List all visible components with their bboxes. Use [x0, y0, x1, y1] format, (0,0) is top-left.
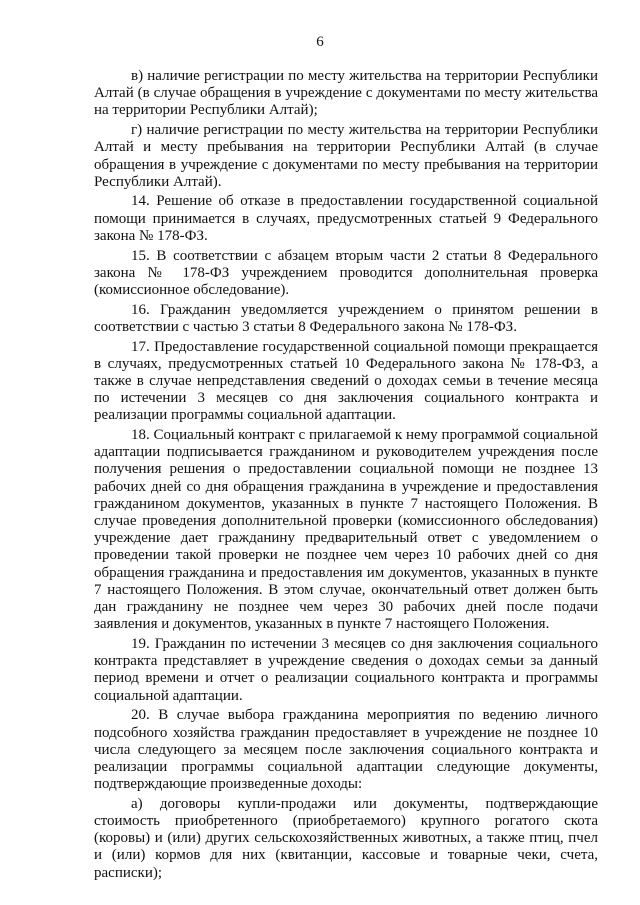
paragraph-g-registration-stay: г) наличие регистрации по месту жительства на территории Республики Алтай и месту пребывания на территории Республики Алтай (в случае обращения в учреждение с документами по месту пребывания на территории Республики Алтай). — [94, 122, 598, 190]
page-number: 6 — [316, 34, 324, 50]
paragraph-16-notification: 16. Гражданин уведомляется учреждением о принятом решении в соответствии с частью 3 статьи 8 Федерального закона № 178-ФЗ. — [94, 301, 598, 335]
paragraph-v-registration-residence: в) наличие регистрации по месту жительства на территории Республики Алтай (в случае обращения в учреждение с документами по месту жительства на территории Республики Алтай); — [94, 68, 598, 119]
document-body — [94, 68, 598, 884]
paragraph-19-income-report: 19. Гражданин по истечении 3 месяцев со дня заключения социального контракта представляет в учреждение сведения о доходах семьи за данный период времени и отчет о реализации социального контракта и программы социальной адаптации. — [94, 636, 598, 704]
paragraph-20-household-farming: 20. В случае выбора гражданина мероприятия по ведению личного подсобного хозяйства гражданин предоставляет в учреждение не позднее 10 числа следующего за месяцем после заключения социального контракта и реализации программы социальной адаптации следующие документы, подтверждающие произведенные доходы: — [94, 707, 598, 793]
paragraph-17-termination: 17. Предоставление государственной социальной помощи прекращается в случаях, предусмотренных статьей 10 Федерального закона № 178-ФЗ, а также в случае непредставления сведений о доходах семьи в течение месяца по истечении 3 месяцев со дня заключения социального контракта и реализации программы социальной адаптации. — [94, 338, 598, 424]
paragraph-a-purchase-contracts: а) договоры купли-продажи или документы, подтверждающие стоимость приобретенного (приобретаемого) крупного рогатого скота (коровы) и (или) других сельскохозяйственных животных, а также птиц, пчел и (или) кормов для них (квитанции, кассовые и товарные чеки, счета, расписки); — [94, 795, 598, 881]
paragraph-14-refusal: 14. Решение об отказе в предоставлении государственной социальной помощи принимается в случаях, предусмотренных статьей 9 Федерального закона № 178-ФЗ. — [94, 193, 598, 244]
paragraph-15-additional-check: 15. В соответствии с абзацем вторым части 2 статьи 8 Федерального закона № 178-ФЗ учреждением проводится дополнительная проверка (комиссионное обследование). — [94, 247, 598, 298]
paragraph-18-social-contract: 18. Социальный контракт с прилагаемой к нему программой социальной адаптации подписывается гражданином и руководителем учреждения после получения решения о предоставлении социальной помощи не позднее 13 рабочих дней со дня обращения гражданина в учреждение и предоставления гражданином документов, указанных в пункте 7 настоящего Положения. В случае проведения дополнительной проверки (комиссионного обследования) учреждение дает гражданину предварительный ответ с уведомлением о проведении такой проверки не позднее чем через 10 рабочих дней со дня обращения гражданина и предоставления им документов, указанных в пункте 7 настоящего Положения. В этом случае, окончательный ответ должен быть дан гражданину не позднее чем через 30 рабочих дней после подачи заявления и документов, указанных в пункте 7 настоящего Положения. — [94, 427, 598, 633]
